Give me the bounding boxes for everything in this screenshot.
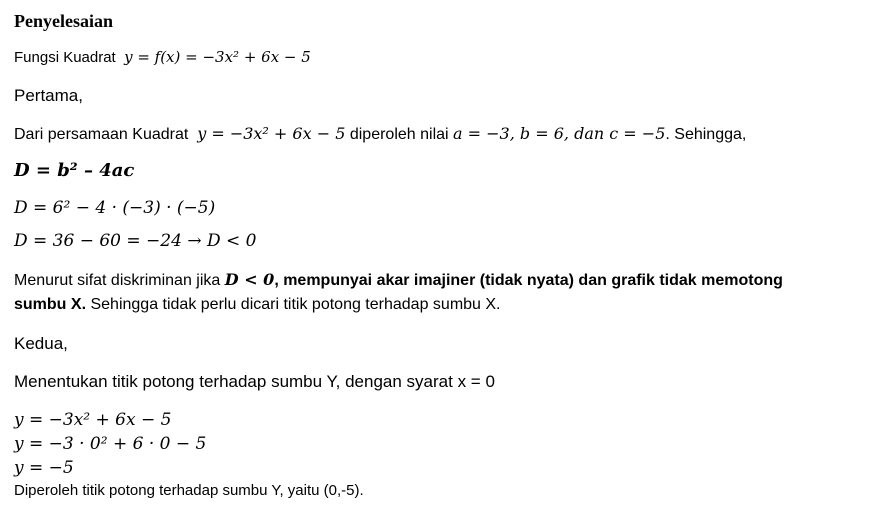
function-line	[14, 48, 311, 66]
coefficients-line	[14, 124, 746, 144]
y-result: y = −5	[14, 458, 74, 478]
discriminant-substitution: D = 6² − 4 · (−3) · (−5)	[14, 198, 216, 218]
y-substitution: y = −3 · 0² + 6 · 0 − 5	[14, 434, 207, 454]
coefficients-mid: diperoleh nilai	[349, 126, 449, 143]
discriminant-result: D = 36 − 60 = −24 → D < 0	[14, 231, 257, 251]
discriminant-property-line	[14, 270, 783, 290]
y-intercept-intro: Menentukan titik potong terhadap sumbu Y, dengan syarat x = 0	[14, 372, 495, 391]
y-intercept-conclusion: Diperoleh titik potong terhadap sumbu Y, yaitu (0,-5).	[14, 482, 364, 499]
coefficients-suffix: . Sehingga,	[665, 126, 747, 143]
step-two-heading: Kedua,	[14, 334, 68, 353]
section-title: Penyelesaian	[14, 11, 113, 31]
x-axis-label: sumbu X.	[14, 296, 87, 313]
property-prefix: Menurut sifat diskriminan jika	[14, 272, 221, 289]
x-axis-conclusion: Sehingga tidak perlu dicari titik potong terhadap sumbu X.	[90, 296, 501, 313]
function-equation: y = f(x) = −3x² + 6x − 5	[124, 48, 311, 66]
discriminant-formula: D = b² – 4ac	[14, 160, 135, 181]
function-label: Fungsi Kuadrat	[14, 49, 116, 66]
y-equation: y = −3x² + 6x − 5	[14, 410, 172, 430]
coefficients-prefix: Dari persamaan Kuadrat	[14, 126, 189, 143]
coefficients-equation: y = −3x² + 6x − 5	[197, 124, 346, 143]
step-one-heading: Pertama,	[14, 86, 83, 105]
x-axis-conclusion-line	[14, 296, 501, 314]
property-condition: D < 0	[224, 270, 275, 289]
coefficient-values: a = −3, b = 6, dan c = −5	[453, 124, 666, 143]
property-conclusion: , mempunyai akar imajiner (tidak nyata) dan grafik tidak memotong	[274, 272, 783, 289]
